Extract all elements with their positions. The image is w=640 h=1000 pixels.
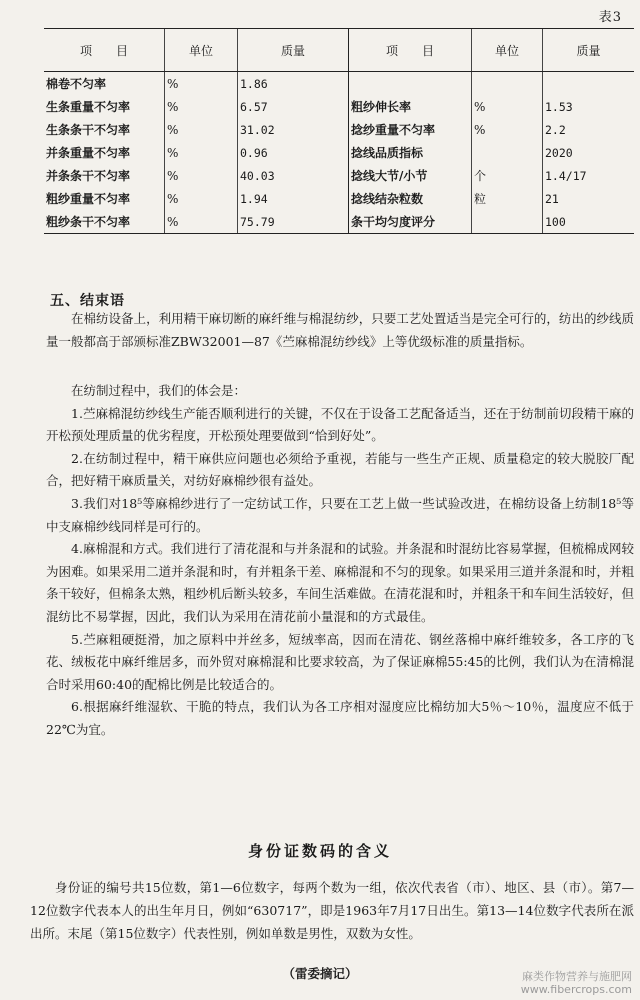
item-unit: [472, 210, 543, 234]
item-value: 21: [543, 187, 635, 210]
item-unit: %: [472, 95, 543, 118]
item-value: 0.96: [238, 141, 349, 164]
item-value: 1.86: [238, 72, 349, 96]
item-name: 捻线结杂粒数: [349, 187, 472, 210]
table-row: [44, 187, 634, 210]
item-name: 捻线品质指标: [349, 141, 472, 164]
item-unit: [472, 141, 543, 164]
watermark-line: www.fibercrops.com: [520, 983, 632, 996]
table-row: [44, 72, 634, 96]
paragraph: 在纺制过程中，我们的体会是：: [71, 383, 247, 398]
item-name: 生条重量不匀率: [46, 100, 131, 114]
watermark: [521, 970, 632, 996]
conclusion-intro: [46, 308, 634, 353]
header-unit-left: 单位: [165, 29, 238, 72]
item-value: 2.2: [543, 118, 635, 141]
item-name: 粗纱重量不匀率: [46, 192, 131, 206]
item-value: 6.57: [238, 95, 349, 118]
item-value: 1.4/17: [543, 164, 635, 187]
table-row: [44, 118, 634, 141]
item-name: 并条重量不匀率: [46, 146, 131, 160]
table-header-row: [44, 29, 634, 72]
header-value-left: 质量: [238, 29, 349, 72]
item-unit: %: [165, 164, 238, 187]
item-unit: [472, 72, 543, 96]
item-name: 捻纱重量不匀率: [349, 118, 472, 141]
item-value: 1.94: [238, 187, 349, 210]
table-row: [44, 95, 634, 118]
watermark-line: 麻类作物营养与施肥网: [522, 970, 632, 983]
table-row: [44, 164, 634, 187]
paragraph: 4.麻棉混和方式。我们进行了清花混和与并条混和的试验。并条混和时混纺比容易掌握，但梳棉成网较为困难。如果采用二道并条混和时，有并粗条干差、麻棉混和不匀的现象。如果采用三道并条混和时，并粗条干较好，但棉条太熟，粗纱机后断头较多，车间生活难做。在清花混和时，并粗条干和车间生活较好，但混纺比不易掌握，因此，我们认为采用在清花前小量混和的方式最佳。: [46, 541, 634, 624]
paragraph: 6.根据麻纤维湿软、干脆的特点，我们认为各工序相对湿度应比棉纺加大5％～10％，温度应不低于22℃为宜。: [46, 699, 634, 737]
item-unit: 个: [472, 164, 543, 187]
item-name: 条干均匀度评分: [349, 210, 472, 234]
header-item-left: 项 目: [44, 29, 165, 72]
item-unit: %: [165, 118, 238, 141]
item-name: 棉卷不匀率: [46, 77, 107, 91]
item-name: 粗纱伸长率: [349, 95, 472, 118]
item-unit: %: [472, 118, 543, 141]
item-unit: %: [165, 95, 238, 118]
item-name: 粗纱条干不匀率: [44, 210, 165, 234]
item-unit: %: [165, 187, 238, 210]
paragraph: 3.我们对18⁵等麻棉纱进行了一定纺试工作，只要在工艺上做一些试验改进，在棉纺设备上纺制18⁵等中支麻棉纱线同样是可行的。: [46, 495, 634, 534]
item-value: 31.02: [238, 118, 349, 141]
item-value: 75.79: [238, 210, 349, 234]
paragraph: 1.苎麻棉混纺纱线生产能否顺利进行的关键，不仅在于设备工艺配备适当，还在于纺制前切段精干麻的开松预处理质量的优劣程度，开松预处理要做到“恰到好处”。: [46, 405, 634, 444]
table-row: [44, 141, 634, 164]
item-unit: %: [165, 210, 238, 234]
item-value: 40.03: [238, 164, 349, 187]
item-unit: 粒: [472, 187, 543, 210]
header-value-right: 质量: [543, 29, 635, 72]
item-name: 捻线大节/小节: [349, 164, 472, 187]
item-value: [543, 72, 635, 96]
inset-credit: （雷委摘记）: [282, 966, 358, 981]
section-title: 五、结束语: [50, 293, 125, 309]
header-item-right: 项 目: [349, 29, 472, 72]
item-name: 并条条干不匀率: [46, 169, 131, 183]
item-value: 100: [543, 210, 635, 234]
table-label: 表3: [598, 10, 622, 25]
inset-body: [30, 876, 634, 945]
header-unit-right: 单位: [472, 29, 543, 72]
item-value: 2020: [543, 141, 635, 164]
item-name: 生条条干不匀率: [46, 123, 131, 137]
item-unit: %: [165, 72, 238, 96]
table-row: [44, 210, 634, 234]
conclusion-points: [46, 380, 634, 742]
paragraph: 5.苎麻粗硬挺滑，加之原料中并丝多，短绒率高，因而在清花、钢丝落棉中麻纤维较多，各工序的飞花、绒板花中麻纤维居多，而外贸对麻棉混和比要求较高，为了保证麻棉55:45的比例，我们认为在清棉混合时采用60:40的配棉比例是比较适合的。: [46, 631, 634, 692]
paragraph: 身份证的编号共15位数，第1—6位数字，每两个数为一组，依次代表省（市）、地区、县（市）。第7—12位数字代表本人的出生年月日，例如“630717”，即是1963年7月17日出生。第13—14位数字代表所在派出所。末尾（第15位数字）代表性别，例如单数是男性，双数为女性。: [30, 880, 634, 941]
paragraph: 2.在纺制过程中，精干麻供应问题也必须给予重视，若能与一些生产正规、质量稳定的较大脱胶厂配合，把好精干麻质量关，对纺好麻棉纱很有益处。: [46, 450, 634, 489]
item-value: 1.53: [543, 95, 635, 118]
item-name: [349, 72, 472, 96]
quality-table: [44, 28, 634, 234]
paragraph: 在棉纺设备上，利用精干麻切断的麻纤维与棉混纺纱，只要工艺处置适当是完全可行的，纺出的纱线质量一般都高于部颁标准ZBW32001—87《苎麻棉混纺纱线》上等优级标准的质量指标。: [46, 311, 634, 349]
item-unit: %: [165, 141, 238, 164]
inset-title: 身份证数码的含义: [247, 842, 392, 860]
